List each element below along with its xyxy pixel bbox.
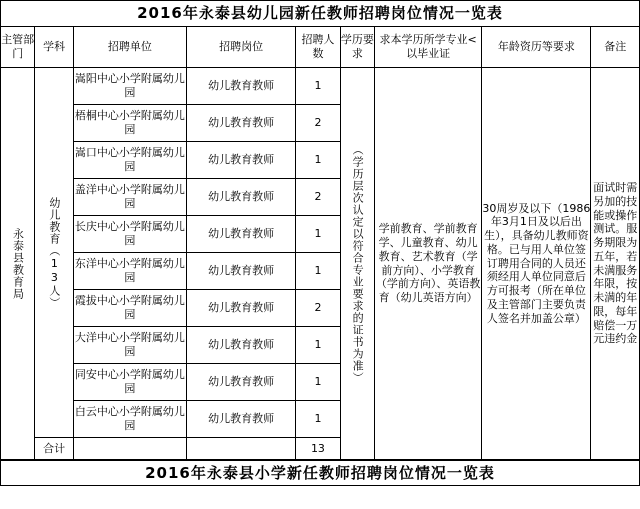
header-dept: 主管部门 <box>1 27 35 68</box>
cell-post: 幼儿教育教师 <box>187 401 296 438</box>
total-label: 合计 <box>35 438 73 460</box>
header-remark: 备注 <box>591 27 640 68</box>
cell-count: 1 <box>296 68 340 105</box>
cell-count: 1 <box>296 364 340 401</box>
cell-count: 1 <box>296 327 340 364</box>
header-unit: 招聘单位 <box>73 27 186 68</box>
total-value: 13 <box>296 438 340 460</box>
dept-value: 永泰县教育局 <box>11 227 25 300</box>
cell-subject <box>35 68 73 438</box>
cell-post: 幼儿教育教师 <box>187 179 296 216</box>
cell-unit: 霞拔中心小学附属幼儿园 <box>73 290 186 327</box>
cell-edu-req <box>340 68 374 460</box>
cell-unit: 盖洋中心小学附属幼儿园 <box>73 179 186 216</box>
header-edu-req: 学历要求 <box>340 27 374 68</box>
cell-major-req: 学前教育、学前教育学、儿童教育、幼儿教育、艺术教育（学前方向）、小学教育（学前方向）、英语教育（幼儿英语方向） <box>375 68 482 460</box>
cell-unit: 梧桐中心小学附属幼儿园 <box>73 105 186 142</box>
recruitment-table <box>0 26 640 460</box>
cell-count: 1 <box>296 253 340 290</box>
cell-unit: 同安中心小学附属幼儿园 <box>73 364 186 401</box>
cell-count: 1 <box>296 401 340 438</box>
cell-post: 幼儿教育教师 <box>187 142 296 179</box>
header-subject: 学科 <box>35 27 73 68</box>
table-header-row <box>1 27 640 68</box>
cell-age-req: 30周岁及以下（1986年3月1日及以后出生），具备幼儿教师资格。已与用人单位签订聘用合同的人员还须经用人单位同意后方可报考（所在单位及主管部门主要负责人签名并加盖公章） <box>482 68 591 460</box>
header-major-req: 求本学历所学专业<以毕业证 <box>375 27 482 68</box>
cell-unit: 东洋中心小学附属幼儿园 <box>73 253 186 290</box>
header-age-req: 年龄资历等要求 <box>482 27 591 68</box>
page-title-top: 2016年永泰县幼儿园新任教师招聘岗位情况一览表 <box>137 4 503 22</box>
edu-req-value: （学历层次认定以符合专业要求的证书为准） <box>351 143 365 384</box>
title-bar-bottom <box>0 460 640 486</box>
header-post: 招聘岗位 <box>187 27 296 68</box>
cell-post: 幼儿教育教师 <box>187 327 296 364</box>
cell-post: 幼儿教育教师 <box>187 68 296 105</box>
title-bar-top <box>0 0 640 26</box>
cell-unit: 白云中心小学附属幼儿园 <box>73 401 186 438</box>
cell-count: 2 <box>296 179 340 216</box>
cell-dept <box>1 68 35 460</box>
table-row <box>1 68 640 105</box>
cell-post: 幼儿教育教师 <box>187 364 296 401</box>
subject-value: 幼儿教育（13人） <box>47 196 61 309</box>
cell-count: 1 <box>296 216 340 253</box>
cell-unit: 嵩阳中心小学附属幼儿园 <box>73 68 186 105</box>
cell-count: 2 <box>296 290 340 327</box>
cell-unit: 大洋中心小学附属幼儿园 <box>73 327 186 364</box>
cell-post: 幼儿教育教师 <box>187 290 296 327</box>
cell-post: 幼儿教育教师 <box>187 253 296 290</box>
cell-count: 2 <box>296 105 340 142</box>
total-spacer-2 <box>187 438 296 460</box>
page-title-bottom: 2016年永泰县小学新任教师招聘岗位情况一览表 <box>145 463 495 482</box>
cell-post: 幼儿教育教师 <box>187 105 296 142</box>
cell-count: 1 <box>296 142 340 179</box>
cell-remark: 面试时需另加的技能或操作测试。服务期限为五年，若未满服务年限，按未满的年限，每年赔偿一万元违约金 <box>591 68 640 460</box>
cell-unit: 嵩口中心小学附属幼儿园 <box>73 142 186 179</box>
cell-post: 幼儿教育教师 <box>187 216 296 253</box>
total-spacer <box>73 438 186 460</box>
cell-unit: 长庆中心小学附属幼儿园 <box>73 216 186 253</box>
header-count: 招聘人数 <box>296 27 340 68</box>
